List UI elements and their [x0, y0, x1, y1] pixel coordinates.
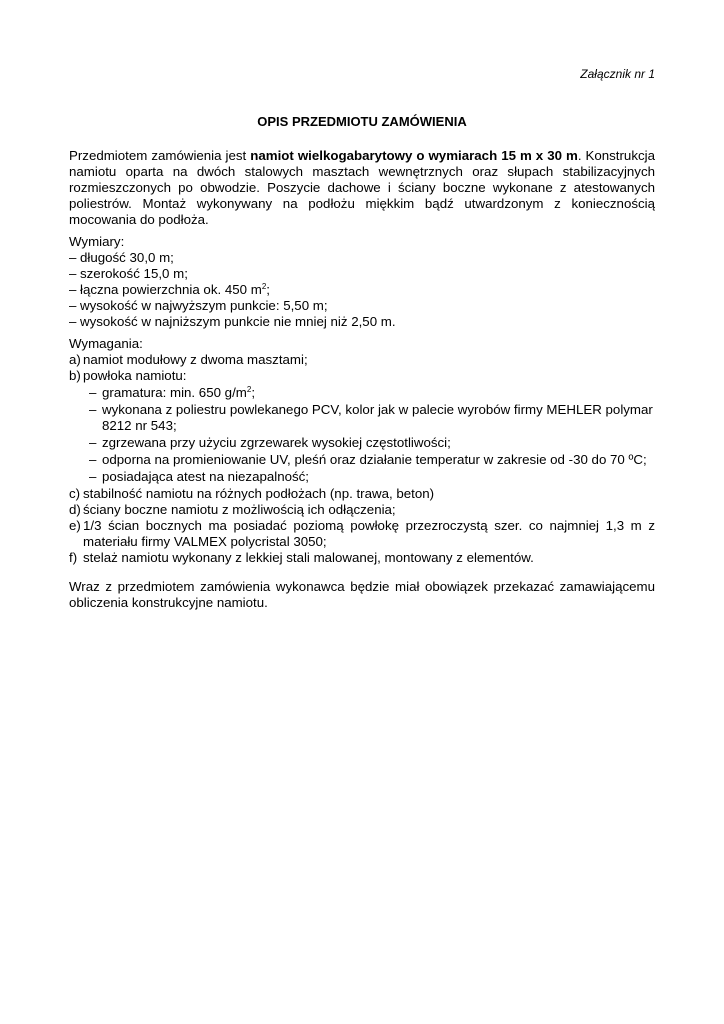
dimension-text: szerokość 15,0 m;: [80, 266, 188, 281]
requirement-e: [69, 518, 655, 550]
document-title: OPIS PRZEDMIOTU ZAMÓWIENIA: [257, 114, 467, 129]
dimension-text: długość 30,0 m;: [80, 250, 174, 265]
requirements-label: Wymagania:: [69, 336, 143, 351]
dimension-min-height: [69, 314, 655, 330]
requirement-letter: d): [69, 502, 81, 517]
dimension-width: [69, 266, 655, 282]
coating-text: zgrzewana przy użyciu zgrzewarek wysokiej częstotliwości;: [102, 435, 451, 450]
requirement-text: namiot modułowy z dwoma masztami;: [83, 352, 308, 367]
coating-sublist: [89, 385, 655, 485]
intro-text-start: Przedmiotem zamówienia jest: [69, 148, 251, 163]
requirement-a: [69, 352, 655, 368]
coating-item-weight: [89, 385, 655, 401]
requirement-d: [69, 502, 655, 518]
requirement-letter: f): [69, 550, 78, 565]
coating-text: gramatura: min. 650 g/m: [102, 385, 247, 400]
requirement-letter: e): [69, 518, 81, 533]
requirements-list: [69, 352, 655, 566]
coating-item-welding: [89, 435, 655, 451]
requirement-text: 1/3 ścian bocznych ma posiadać poziomą powłokę przezroczystą szer. co najmniej 1,3 m z materiału firmy VALMEX polycristal 3050;: [83, 518, 655, 549]
dimension-length: [69, 250, 655, 266]
requirement-b: [69, 368, 655, 485]
area-suffix: ;: [266, 282, 270, 297]
intro-paragraph: [69, 148, 655, 228]
area-superscript: 2: [261, 282, 267, 291]
attachment-label: Załącznik nr 1: [580, 67, 655, 81]
document-page: [69, 66, 655, 624]
requirement-text: ściany boczne namiotu z możliwością ich odłączenia;: [83, 502, 396, 517]
dimension-max-height: [69, 298, 655, 314]
requirement-letter: b): [69, 368, 81, 383]
dimensions-list: [69, 250, 655, 330]
gram-suffix: ;: [251, 385, 256, 400]
gram-superscript: 2: [246, 385, 252, 394]
requirement-f: [69, 550, 655, 566]
dimension-text: wysokość w najniższym punkcie nie mniej niż 2,50 m.: [80, 314, 396, 329]
coating-item-fire-certificate: [89, 469, 655, 485]
closing-paragraph: Wraz z przedmiotem zamówienia wykonawca będzie miał obowiązek przekazać zamawiającemu obliczenia konstrukcyjne namiotu.: [69, 579, 655, 610]
requirement-c: [69, 486, 655, 502]
requirement-letter: c): [69, 486, 81, 501]
dimension-text: wysokość w najwyższym punkcie: 5,50 m;: [80, 298, 328, 313]
requirement-text: stabilność namiotu na różnych podłożach (np. trawa, beton): [83, 486, 435, 501]
dimension-text: łączna powierzchnia ok. 450 m: [80, 282, 262, 297]
coating-item-resistance: [89, 452, 655, 468]
dimension-area: [69, 282, 655, 298]
requirement-text: powłoka namiotu:: [83, 368, 187, 383]
intro-bold-subject: namiot wielkogabarytowy o wymiarach 15 m x 30 m: [250, 148, 578, 163]
coating-text: posiadająca atest na niezapalność;: [102, 469, 309, 484]
intro-text-rest: . Konstrukcja namiotu oparta na dwóch stalowych masztach wewnętrznych oraz słupach stabilizacyjnych rozmieszczonych po obwodzie. Poszycie dachowe i ściany boczne wykonane z atestowanych poliestrów. Montaż wykonywany na podłożu miękkim bądź utwardzonym z koniecznością mocowania do podłoża.: [69, 148, 655, 227]
coating-text: odporna na promieniowanie UV, pleśń oraz działanie temperatur w zakresie od -30 do 70 ºC;: [102, 452, 647, 467]
coating-text: wykonana z poliestru powlekanego PCV, kolor jak w palecie wyrobów firmy MEHLER polymar 8212 nr 543;: [102, 402, 653, 433]
dimensions-label: Wymiary:: [69, 234, 125, 249]
requirement-text: stelaż namiotu wykonany z lekkiej stali malowanej, montowany z elementów.: [83, 550, 534, 565]
requirement-letter: a): [69, 352, 81, 367]
coating-item-material: [89, 402, 655, 434]
